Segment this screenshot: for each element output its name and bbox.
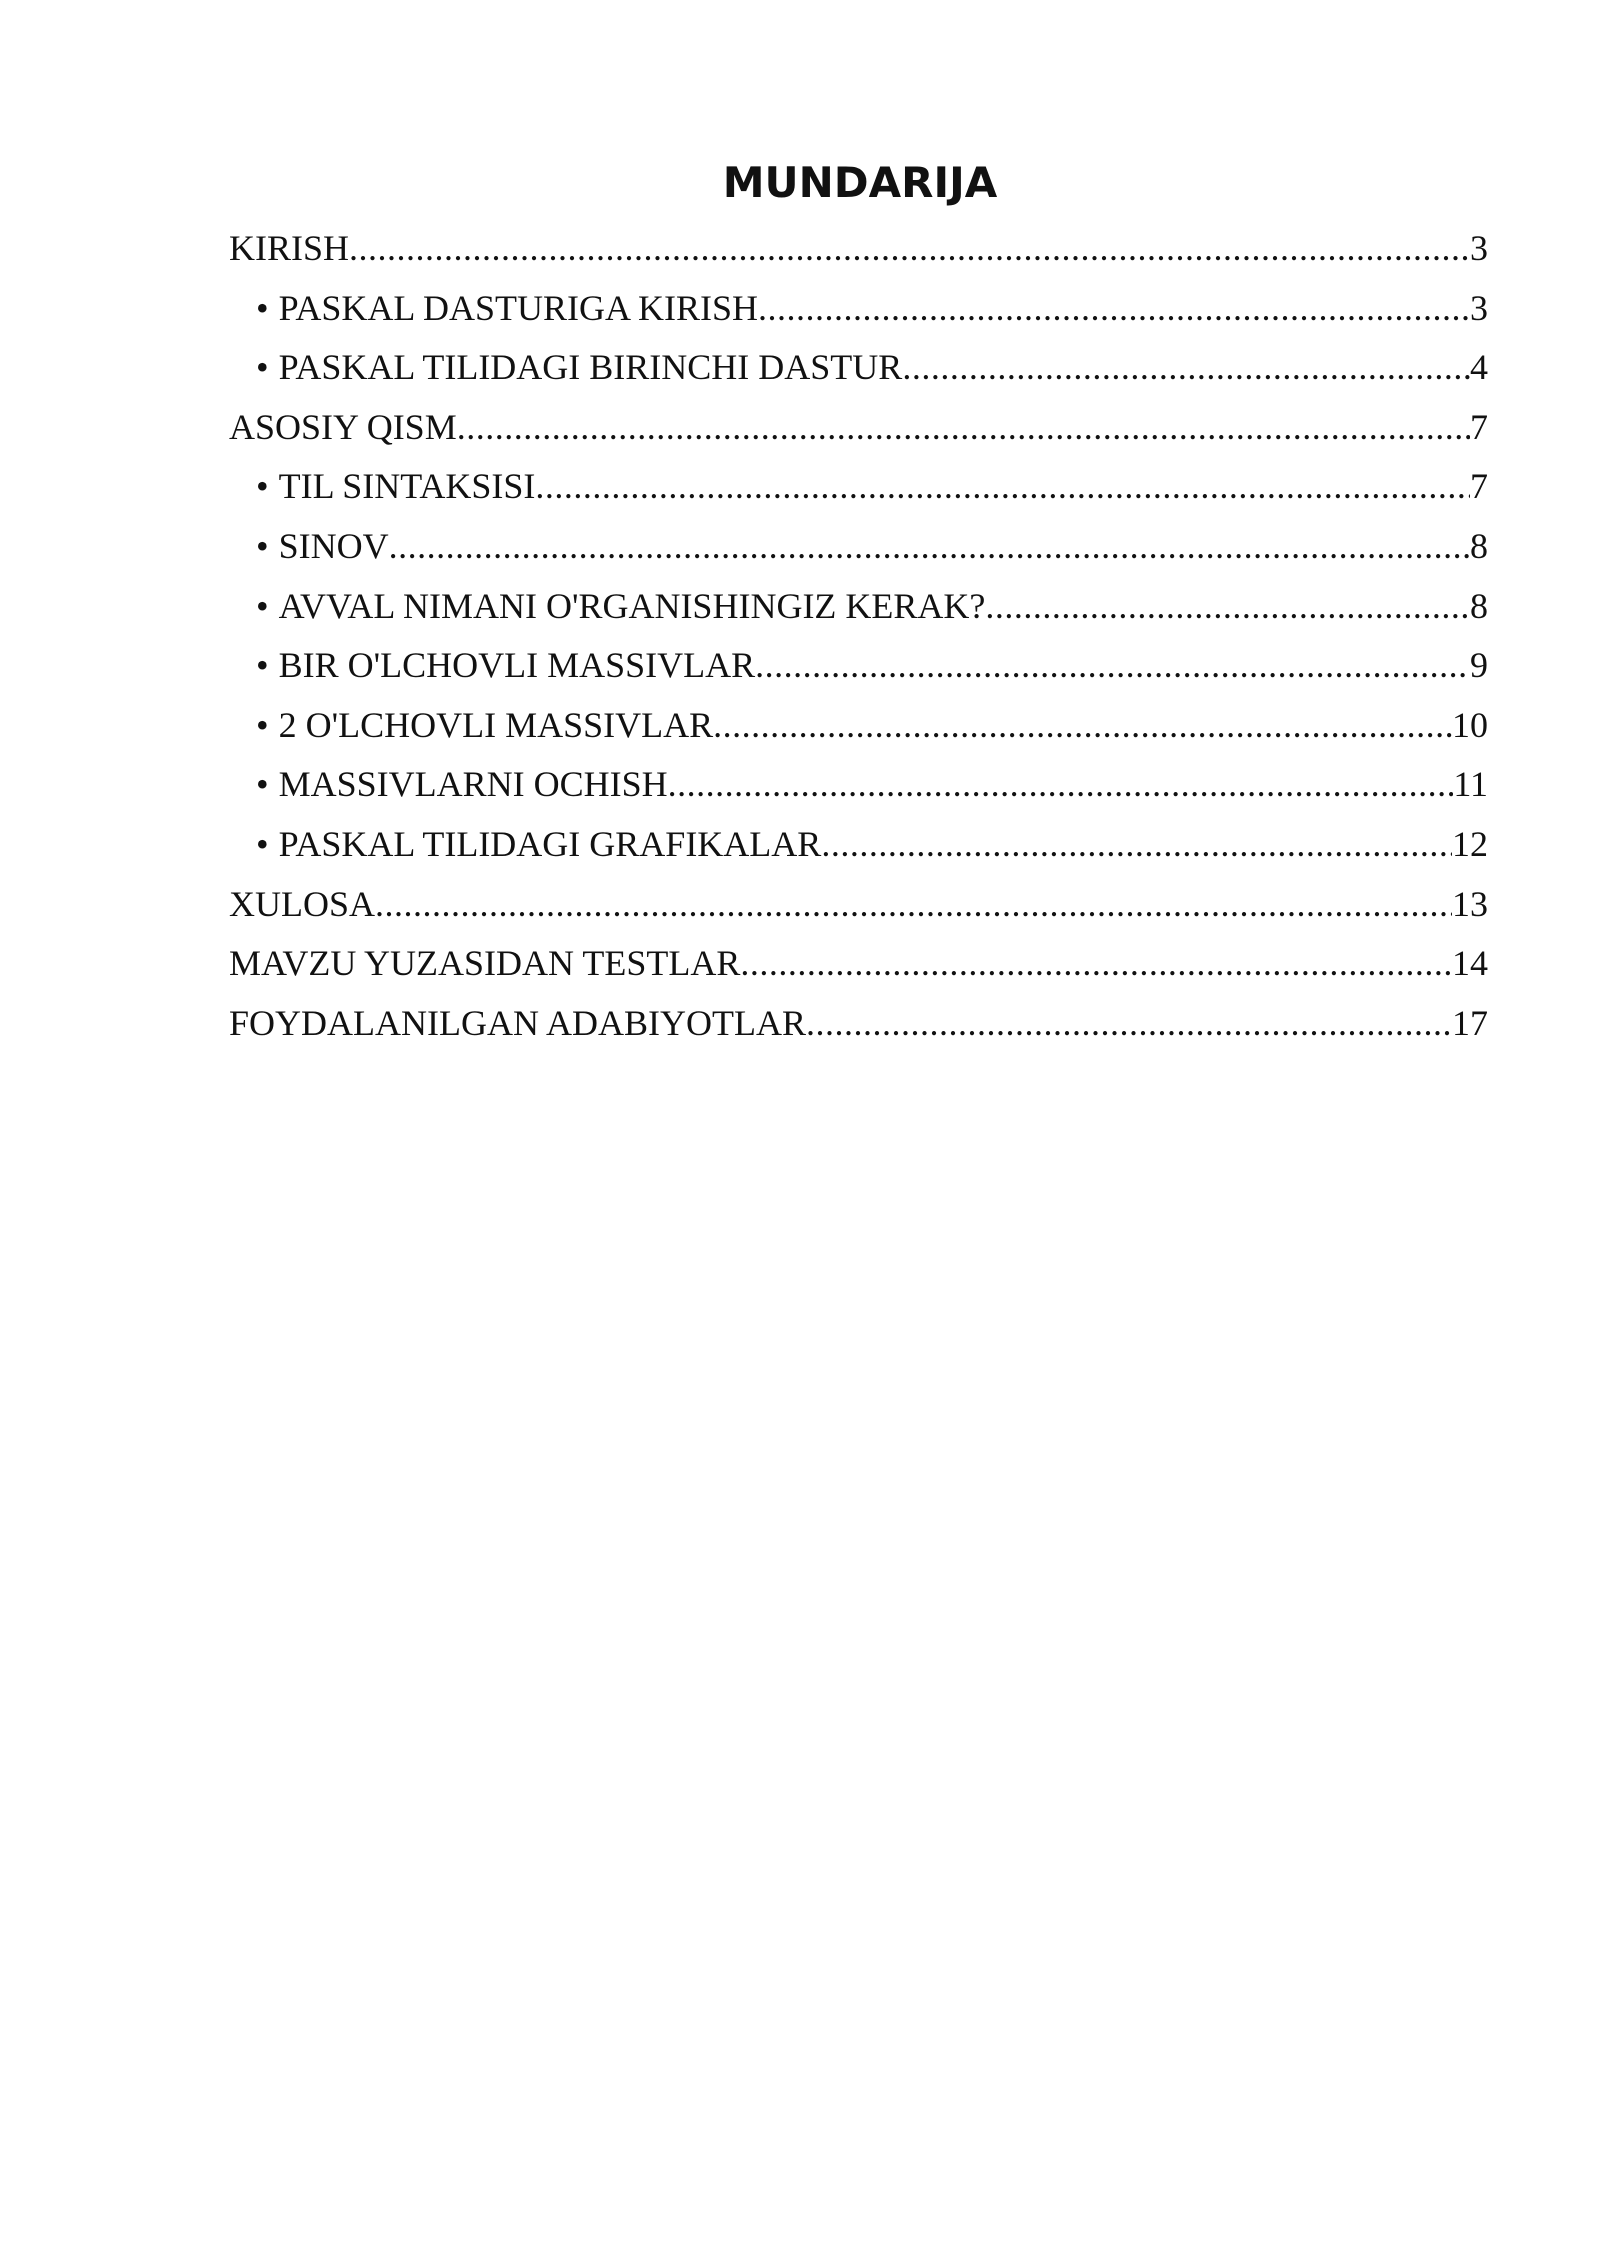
toc-dot-leader — [457, 406, 1470, 448]
toc-entry-label: KIRISH — [229, 228, 350, 268]
bullet-icon: • — [256, 764, 269, 805]
toc-dot-leader — [535, 465, 1470, 507]
toc-entry[interactable] — [229, 1002, 1488, 1062]
toc-dot-leader — [806, 1002, 1452, 1044]
toc-entry-label: TIL SINTAKSISI — [278, 466, 536, 507]
toc-page-number: 7 — [1470, 466, 1488, 507]
toc-entry-label: XULOSA — [229, 883, 376, 924]
toc-dot-leader — [740, 942, 1452, 984]
toc-entry[interactable] — [229, 346, 1488, 406]
toc-entry-label: FOYDALANILGAN ADABIYOTLAR — [229, 1002, 806, 1043]
toc-entry-label: 2 O'LCHOVLI MASSIVLAR — [278, 704, 714, 745]
bullet-icon: • — [256, 823, 269, 864]
toc-page-number: 11 — [1453, 764, 1488, 805]
toc-entry[interactable] — [229, 227, 1488, 287]
toc-entry-label: PASKAL DASTURIGA KIRISH — [278, 287, 759, 328]
toc-entry-label: SINOV — [278, 525, 389, 566]
toc-page-number: 14 — [1452, 943, 1488, 984]
toc-page-number: 8 — [1470, 585, 1488, 626]
toc-entry-label: BIR O'LCHOVLI MASSIVLAR — [278, 645, 756, 686]
toc-page-number: 8 — [1470, 525, 1488, 566]
toc-dot-leader — [985, 585, 1470, 627]
table-of-contents — [229, 227, 1488, 1061]
bullet-icon: • — [256, 645, 269, 686]
toc-page-number: 3 — [1470, 287, 1488, 328]
toc-dot-leader — [758, 287, 1470, 329]
bullet-icon: • — [256, 287, 269, 328]
toc-page-number: 4 — [1470, 347, 1488, 388]
bullet-icon: • — [256, 466, 269, 507]
toc-dot-leader — [902, 346, 1470, 388]
toc-dot-leader — [755, 644, 1470, 686]
toc-entry[interactable] — [229, 644, 1488, 704]
toc-dot-leader — [713, 704, 1452, 746]
toc-dot-leader — [389, 525, 1470, 567]
toc-entry-label: ASOSIY QISM — [229, 406, 457, 447]
toc-dot-leader — [821, 823, 1452, 865]
bullet-icon: • — [256, 585, 269, 626]
toc-entry-label: PASKAL TILIDAGI GRAFIKALAR — [278, 823, 822, 864]
toc-page-number: 17 — [1452, 1002, 1488, 1043]
toc-entry-label: MASSIVLARNI OCHISH — [278, 764, 668, 805]
toc-dot-leader — [668, 763, 1454, 805]
toc-entry[interactable] — [229, 883, 1488, 943]
toc-page-number: 7 — [1470, 406, 1488, 447]
toc-page-number: 9 — [1470, 645, 1488, 686]
toc-entry[interactable] — [229, 763, 1488, 823]
toc-entry-label: AVVAL NIMANI O'RGANISHINGIZ KERAK? — [278, 585, 986, 626]
toc-dot-leader — [375, 883, 1452, 925]
toc-entry[interactable] — [229, 704, 1488, 764]
toc-entry-label: MAVZU YUZASIDAN TESTLAR — [229, 943, 741, 984]
toc-page-number: 12 — [1452, 823, 1488, 864]
bullet-icon: • — [256, 347, 269, 388]
toc-page-number: 10 — [1452, 704, 1488, 745]
toc-page-number: 13 — [1452, 883, 1488, 924]
toc-entry[interactable] — [229, 525, 1488, 585]
toc-entry[interactable] — [229, 942, 1488, 1002]
toc-entry[interactable] — [229, 287, 1488, 347]
toc-entry-label: PASKAL TILIDAGI BIRINCHI DASTUR — [278, 347, 903, 388]
page-title: MUNDARIJA — [722, 158, 998, 207]
toc-entry[interactable] — [229, 823, 1488, 883]
bullet-icon: • — [256, 525, 269, 566]
toc-entry[interactable] — [229, 465, 1488, 525]
toc-page-number: 3 — [1470, 228, 1488, 268]
toc-dot-leader — [349, 227, 1470, 269]
toc-entry[interactable] — [229, 585, 1488, 645]
toc-entry[interactable] — [229, 406, 1488, 466]
bullet-icon: • — [256, 704, 269, 745]
